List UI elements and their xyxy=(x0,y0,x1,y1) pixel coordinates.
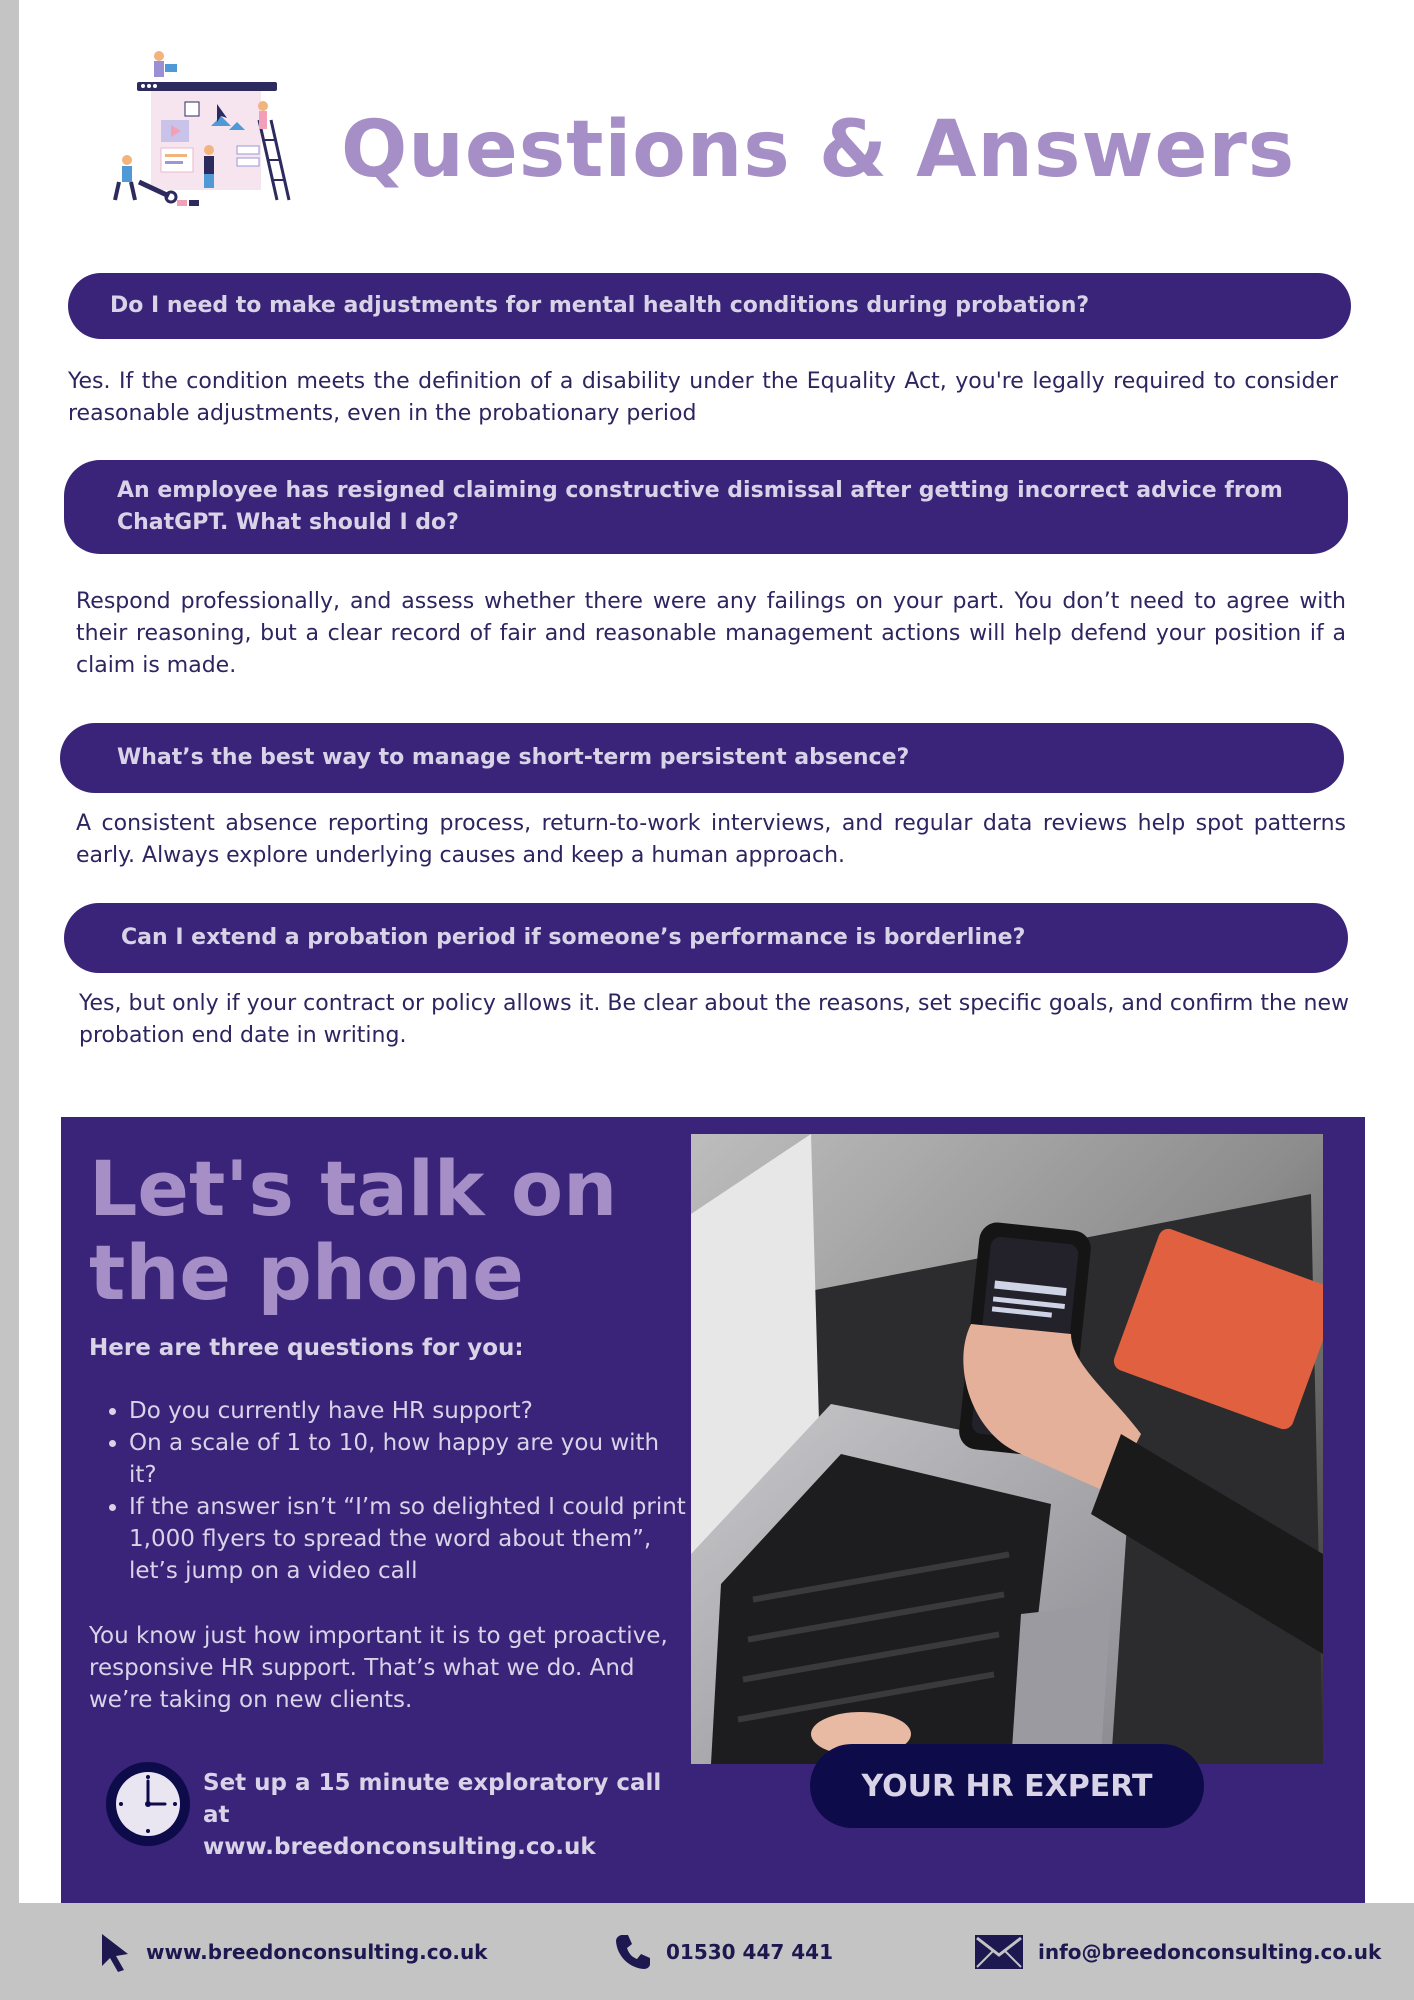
faq-answer: A consistent absence reporting process, return-to-work interviews, and regular data reviews help spot patterns early. Always explore underlying causes and keep a human approach. xyxy=(76,811,1346,868)
promo-title-line: the phone xyxy=(89,1228,524,1317)
cta-link[interactable]: www.breedonconsulting.co.uk xyxy=(203,1834,596,1860)
cursor-icon xyxy=(98,1930,132,1974)
clock-icon xyxy=(105,1761,191,1847)
footer-email-text[interactable]: info@breedonconsulting.co.uk xyxy=(1038,1939,1382,1964)
promo-subtitle: Here are three questions for you: xyxy=(89,1335,524,1361)
promo-title xyxy=(89,1144,689,1317)
promo-body: You know just how important it is to get proactive, responsive HR support. That’s what we do. And we’re taking on new clients. xyxy=(89,1623,668,1713)
faq-question-text: An employee has resigned claiming constructive dismissal after getting incorrect advice from ChatGPT. What should I do? xyxy=(117,478,1283,535)
footer-website[interactable] xyxy=(98,1903,487,2000)
phone-icon xyxy=(614,1933,652,1971)
faq-question-text: Do I need to make adjustments for mental health conditions during probation? xyxy=(110,293,1090,318)
footer-phone[interactable] xyxy=(614,1903,833,2000)
faq-answer: Yes, but only if your contract or policy allows it. Be clear about the reasons, set specific goals, and confirm the new probation end date in writing. xyxy=(79,991,1349,1048)
list-item: • If the answer isn’t “I’m so delighted I could print 1,000 flyers to spread the word about them”, let’s jump on a video call xyxy=(129,1491,689,1587)
team-illustration-icon xyxy=(99,50,299,210)
faq-question xyxy=(64,460,1348,554)
page-title: Questions & Answers xyxy=(341,105,1296,195)
list-item: • On a scale of 1 to 10, how happy are you with it? xyxy=(129,1427,689,1491)
footer xyxy=(0,1903,1414,2000)
promo-question-list xyxy=(89,1395,689,1587)
cta-line: Set up a 15 minute exploratory call at xyxy=(203,1770,662,1828)
envelope-icon xyxy=(974,1934,1024,1970)
promo-panel xyxy=(61,1117,1365,1903)
cta-text xyxy=(203,1767,683,1863)
faq-question-text: What’s the best way to manage short-term persistent absence? xyxy=(117,745,910,770)
footer-email[interactable] xyxy=(974,1903,1381,2000)
faq-question xyxy=(60,723,1344,793)
footer-website-text[interactable]: www.breedonconsulting.co.uk xyxy=(146,1939,488,1964)
phone-laptop-photo xyxy=(691,1134,1323,1764)
faq-answer: Respond professionally, and assess whether there were any failings on your part. You don’t need to agree with their reasoning, but a clear record of fair and reasonable management actions will help defend your position if a claim is made. xyxy=(76,589,1346,678)
faq-answer: Yes. If the condition meets the definition of a disability under the Equality Act, you're legally required to consider reasonable adjustments, even in the probationary period xyxy=(68,369,1338,426)
list-item: • Do you currently have HR support? xyxy=(129,1395,689,1427)
expert-badge: YOUR HR EXPERT xyxy=(810,1744,1204,1828)
footer-phone-text[interactable]: 01530 447 441 xyxy=(666,1939,834,1964)
promo-title-line: Let's talk on xyxy=(89,1144,618,1233)
faq-question xyxy=(64,903,1348,973)
faq-question-text: Can I extend a probation period if someone’s performance is borderline? xyxy=(121,925,1026,950)
faq-question xyxy=(68,273,1351,339)
